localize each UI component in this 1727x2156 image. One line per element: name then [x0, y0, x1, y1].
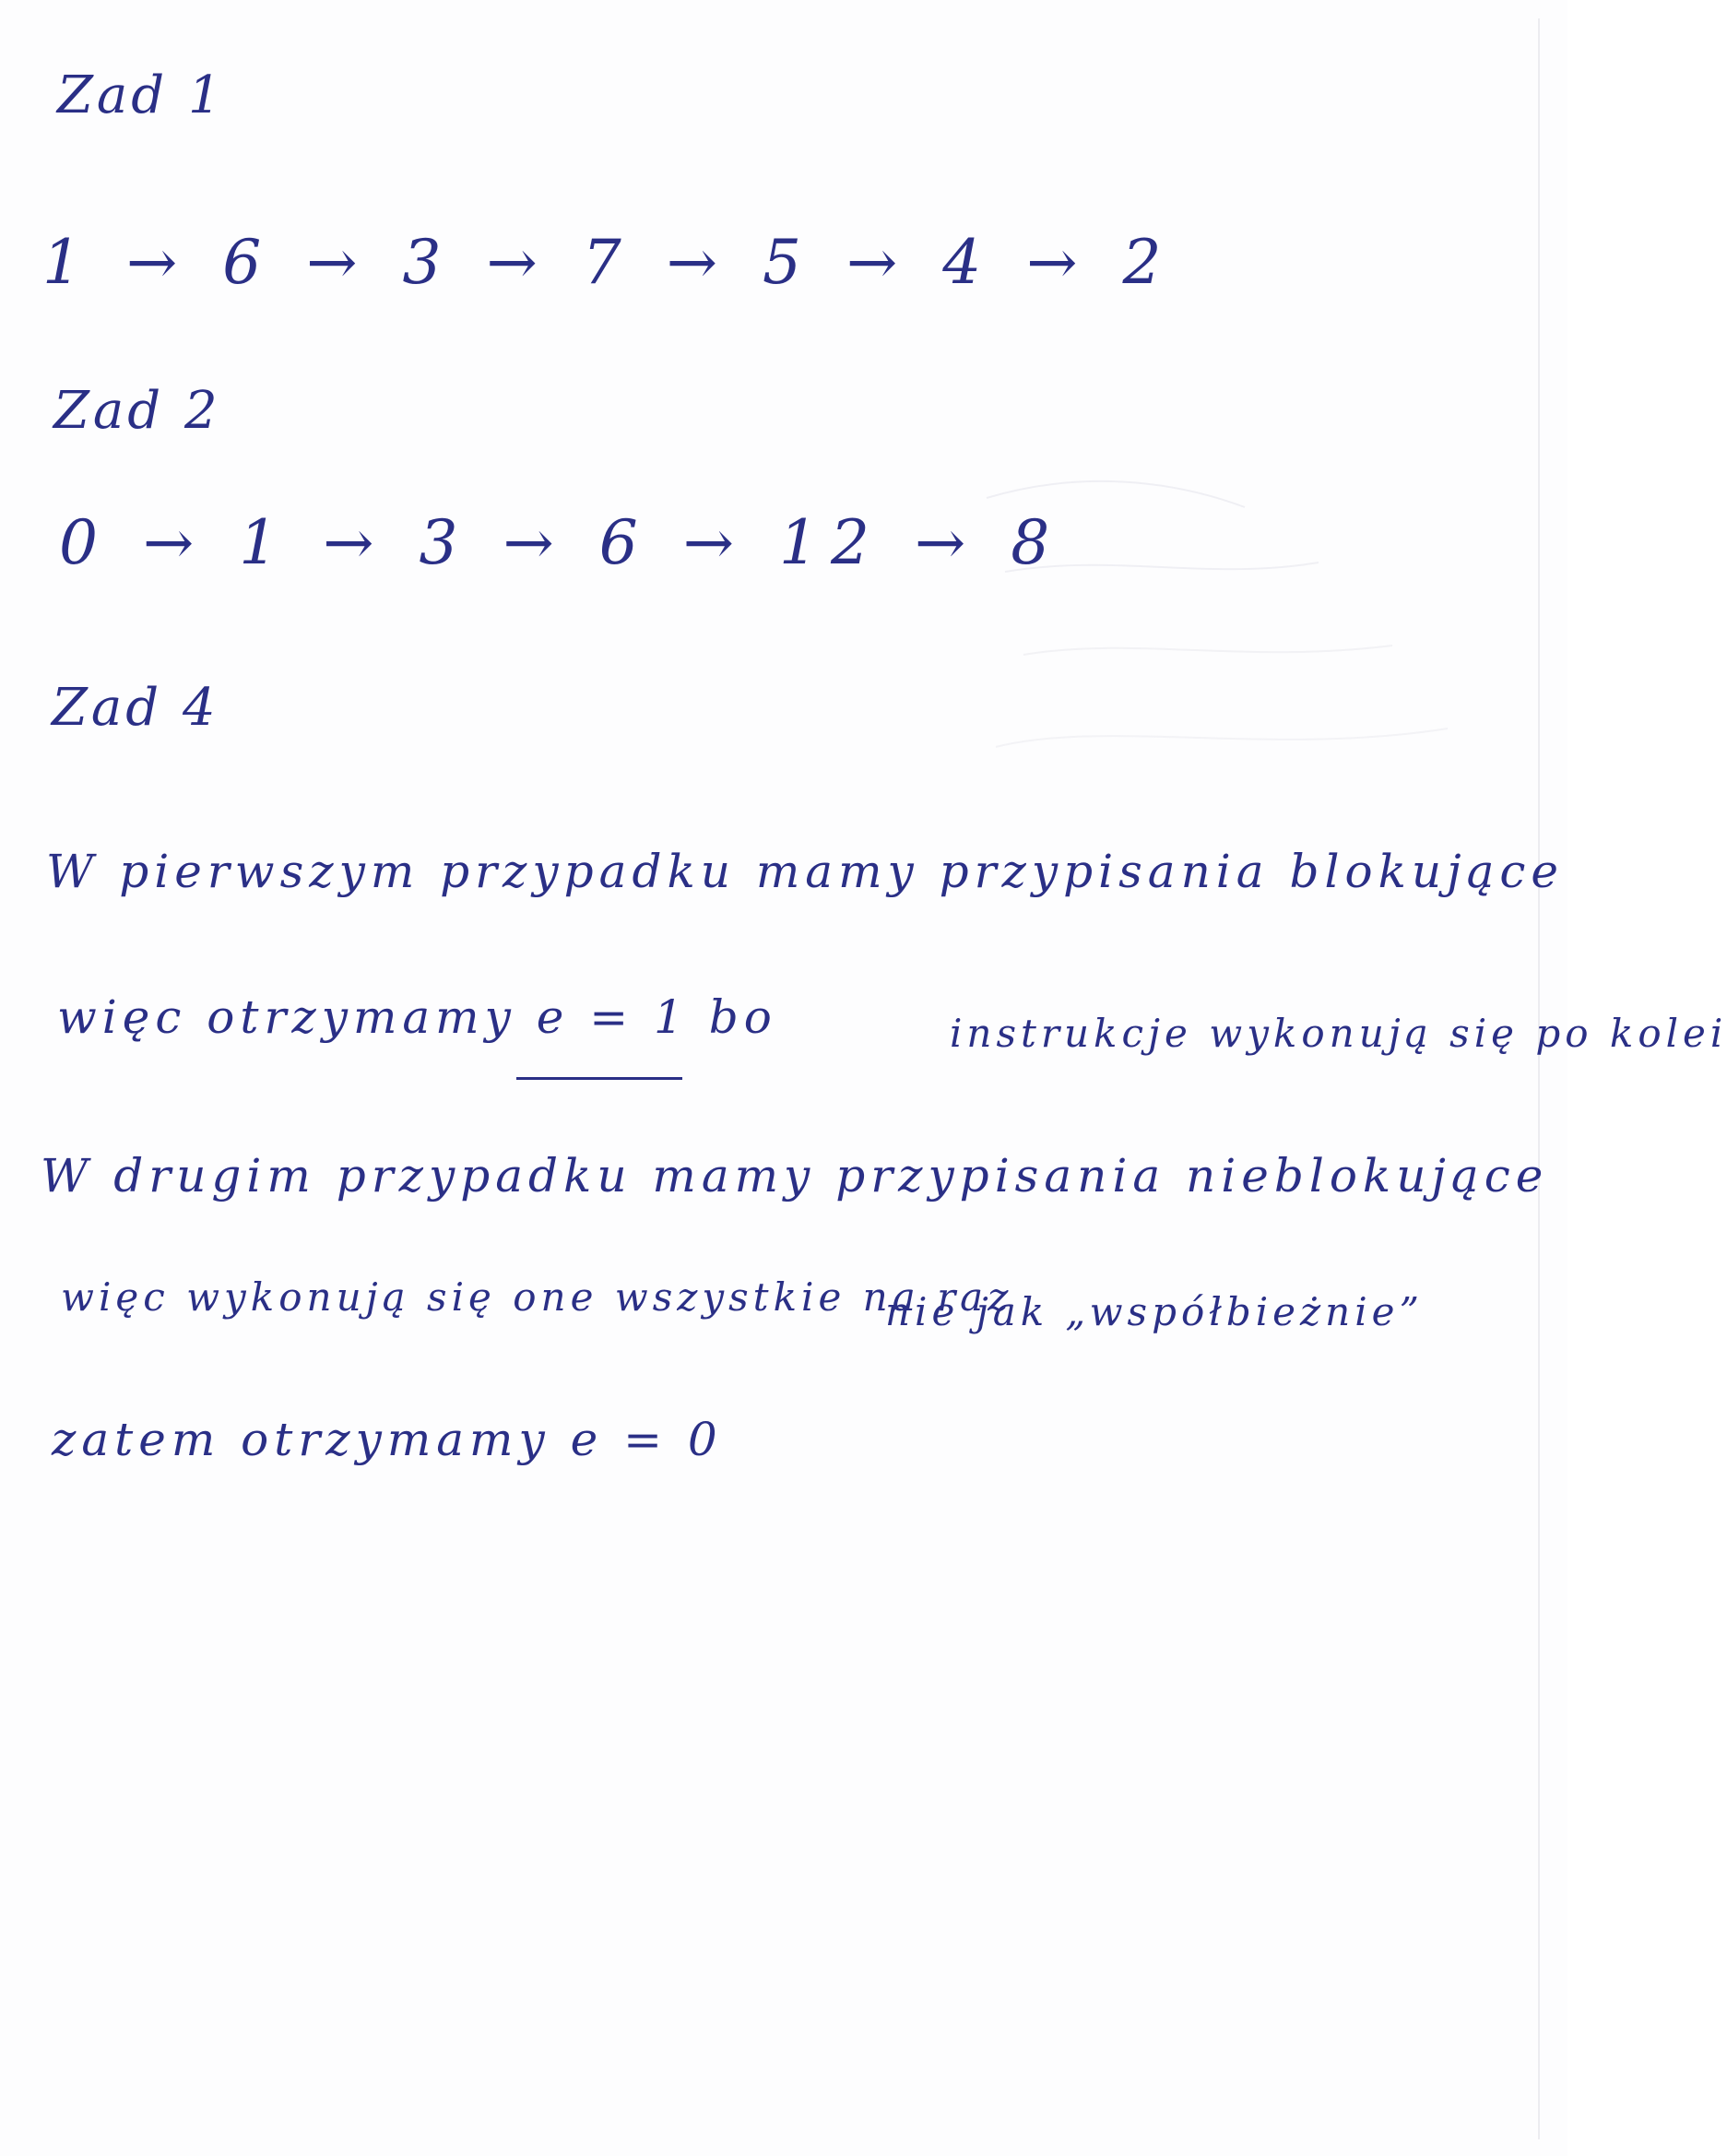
task4-line-4: więc wykonują się one wszystkie na raz	[61, 1274, 1013, 1320]
task2-heading: Zad 2	[53, 381, 221, 441]
task4-line-1: W pierwszym przypadku mamy przypisania blokujące	[46, 845, 1564, 898]
task4-line-4b: nie jak „współbieżnie”	[885, 1289, 1424, 1334]
task1-sequence: 1 → 6 → 3 → 7 → 5 → 4 → 2	[42, 227, 1175, 298]
task4-line-2: więc otrzymamy e = 1 bo	[57, 990, 777, 1044]
bleed-through-marks	[968, 443, 1485, 830]
answer-underline	[516, 1077, 682, 1080]
task4-line-2b: instrukcje wykonują się po kolei	[950, 1011, 1727, 1056]
task1-heading: Zad 1	[57, 65, 225, 125]
task2-sequence: 0 → 1 → 3 → 6 → 12 → 8	[59, 507, 1063, 578]
task4-heading: Zad 4	[52, 678, 219, 738]
scan-edge	[1538, 18, 1540, 2139]
task4-line-3: W drugim przypadku mamy przypisania nieblokujące	[41, 1149, 1549, 1202]
task4-line-5: zatem otrzymamy e = 0	[52, 1413, 723, 1466]
